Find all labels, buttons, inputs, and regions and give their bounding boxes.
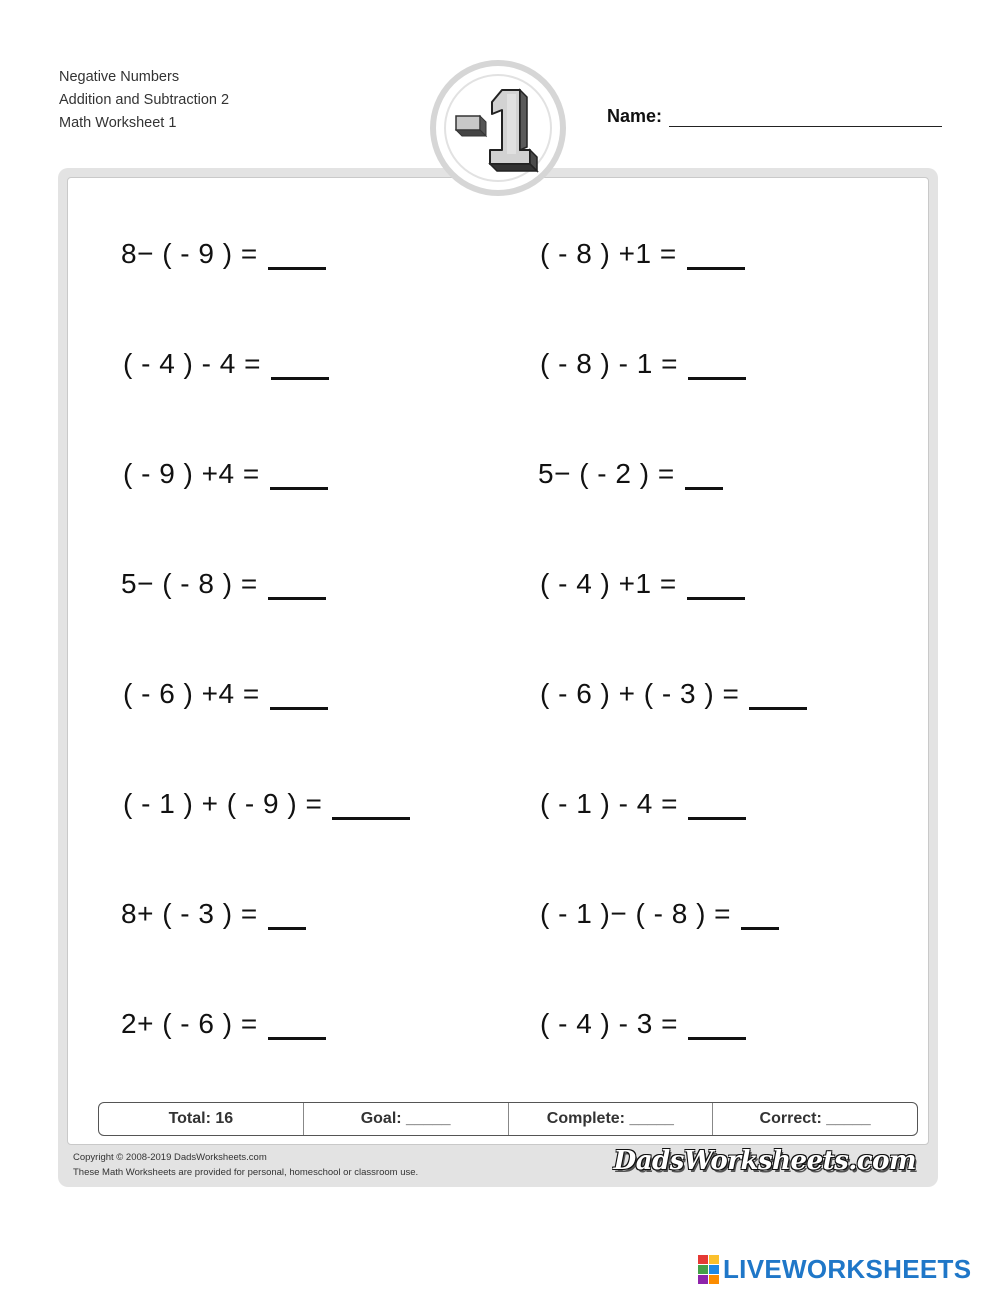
copyright-notice [73, 1150, 418, 1180]
problem-14 [540, 786, 746, 820]
problem-text: ( - 1 )− ( - 8 ) = [540, 898, 732, 929]
worksheet-topic: Negative Numbers [59, 69, 180, 85]
problem-text: ( - 8 ) - 1 = [540, 348, 678, 379]
minus-one-3d-icon [450, 80, 546, 176]
problem-text: ( - 1 ) + ( - 9 ) = [123, 788, 323, 819]
goal-cell: Goal: _____ [304, 1103, 509, 1135]
problem-text: ( - 4 ) - 3 = [540, 1008, 678, 1039]
answer-blank[interactable] [749, 683, 807, 710]
answer-blank[interactable] [268, 573, 326, 600]
problem-text: 5− ( - 2 ) = [538, 458, 675, 489]
problem-text: ( - 1 ) - 4 = [540, 788, 678, 819]
dadsworksheets-logo[interactable]: DadsWorksheets.com [613, 1146, 916, 1176]
answer-blank[interactable] [688, 793, 746, 820]
problem-text: 8− ( - 9 ) = [121, 238, 258, 269]
problem-text: 2+ ( - 6 ) = [121, 1008, 258, 1039]
score-table [98, 1102, 918, 1136]
answer-blank[interactable] [687, 243, 745, 270]
answer-blank[interactable] [687, 573, 745, 600]
answer-blank[interactable] [268, 1013, 326, 1040]
name-label: Name: [607, 106, 663, 126]
copyright-line: Copyright © 2008-2019 DadsWorksheets.com [73, 1152, 267, 1163]
problems-panel [67, 177, 929, 1145]
problem-3 [123, 456, 328, 490]
problem-2 [123, 346, 329, 380]
answer-blank[interactable] [268, 243, 326, 270]
worksheet-header [59, 66, 229, 135]
problem-text: ( - 6 ) +4 = [123, 678, 260, 709]
answer-blank[interactable] [741, 903, 779, 930]
problem-5 [123, 676, 328, 710]
minus-one-badge [430, 60, 566, 196]
problem-text: 8+ ( - 3 ) = [121, 898, 258, 929]
answer-blank[interactable] [270, 683, 328, 710]
answer-blank[interactable] [685, 463, 723, 490]
problem-8 [121, 1006, 326, 1040]
liveworksheets-wordmark: LIVEWORKSHEETS [723, 1253, 972, 1284]
problem-text: ( - 4 ) +1 = [540, 568, 677, 599]
name-field[interactable] [607, 106, 942, 130]
problem-4 [121, 566, 326, 600]
worksheet-subtopic: Addition and Subtraction 2 [59, 92, 230, 108]
problem-text: ( - 9 ) +4 = [123, 458, 260, 489]
problem-13 [540, 676, 807, 710]
problem-7 [121, 896, 306, 930]
answer-blank[interactable] [271, 353, 329, 380]
worksheet-number: Math Worksheet 1 [59, 115, 177, 131]
problem-11 [538, 456, 723, 490]
problem-text: 5− ( - 8 ) = [121, 568, 258, 599]
problem-12 [540, 566, 745, 600]
problem-9 [540, 236, 745, 270]
problem-text: ( - 4 ) - 4 = [123, 348, 261, 379]
usage-line: These Math Worksheets are provided for personal, homeschool or classroom use. [73, 1167, 419, 1178]
problem-10 [540, 346, 746, 380]
answer-blank[interactable] [688, 353, 746, 380]
problem-6 [123, 786, 410, 820]
problem-text: ( - 8 ) +1 = [540, 238, 677, 269]
liveworksheets-logo[interactable] [698, 1255, 971, 1283]
problem-1 [121, 236, 326, 270]
problem-text: ( - 6 ) + ( - 3 ) = [540, 678, 740, 709]
correct-cell: Correct: _____ [759, 1110, 871, 1127]
liveworksheets-blocks-icon [698, 1255, 719, 1284]
complete-cell: Complete: _____ [509, 1103, 714, 1135]
problem-16 [540, 1006, 746, 1040]
worksheet-frame [58, 168, 938, 1187]
problem-15 [540, 896, 779, 930]
name-underline[interactable] [669, 126, 942, 127]
answer-blank[interactable] [270, 463, 328, 490]
answer-blank[interactable] [332, 793, 410, 820]
answer-blank[interactable] [268, 903, 306, 930]
total-cell: Total: 16 [99, 1103, 304, 1135]
answer-blank[interactable] [688, 1013, 746, 1040]
